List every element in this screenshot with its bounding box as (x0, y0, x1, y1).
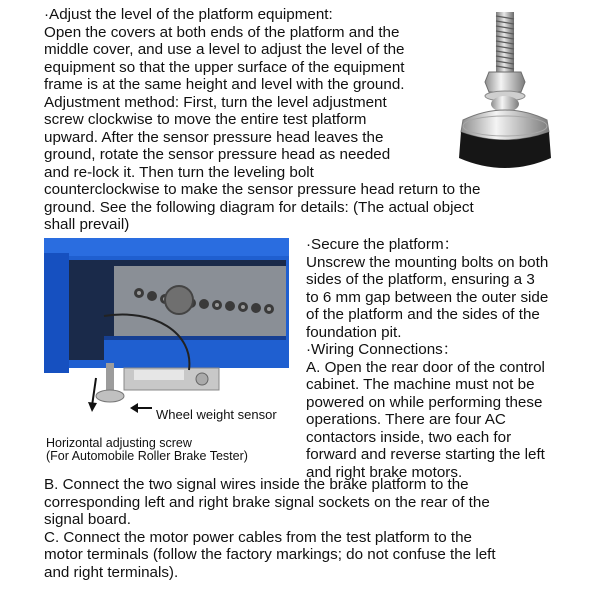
tester-caption: (For Automobile Roller Brake Tester) (46, 449, 248, 463)
platform-leveling-paragraph: ·Adjust the level of the platform equipment: Open the covers at both ends of the platform and the middle cover, and use a level to adjust the level of the equipment so that the upper surface of the equipment frame is at the same height and level with the ground. Adjustment method: First, turn the level adjustment screw clockwise to move the entire test platform upward. After the sensor pressure head leaves the ground, rotate the sensor pressure head as needed and re-lock it. Then turn the leveling bolt counterclockwise to make the sensor pressure head return to the ground. See the following diagram for details: (The actual object shall prevail) (44, 6, 481, 233)
signal-and-power-paragraph: B. Connect the two signal wires inside the brake platform to the corresponding left and right brake signal sockets on the rear of the signal board. C. Connect the motor power cables from the test platform to the motor terminals (follow the factory markings; do not confuse the left and right terminals). (44, 476, 496, 581)
leveling-foot-image (445, 8, 560, 178)
sensor-caption: Wheel weight sensor (156, 407, 277, 422)
screw-caption: Horizontal adjusting screw (46, 436, 192, 450)
platform-sensor-photo (44, 238, 289, 413)
secure-and-wiring-paragraph: ·Secure the platform： Unscrew the mounting bolts on both sides of the platform, ensuring a 3 to 6 mm gap between the outer side of the platform and the sides of the foundation pit. ·Wiring Connections： A. Open the rear door of the control cabinet. The machine must not be powered on while performing these operations. There are four AC contactors inside, two each for forward and reverse starting the left and right brake motors. (306, 236, 549, 481)
